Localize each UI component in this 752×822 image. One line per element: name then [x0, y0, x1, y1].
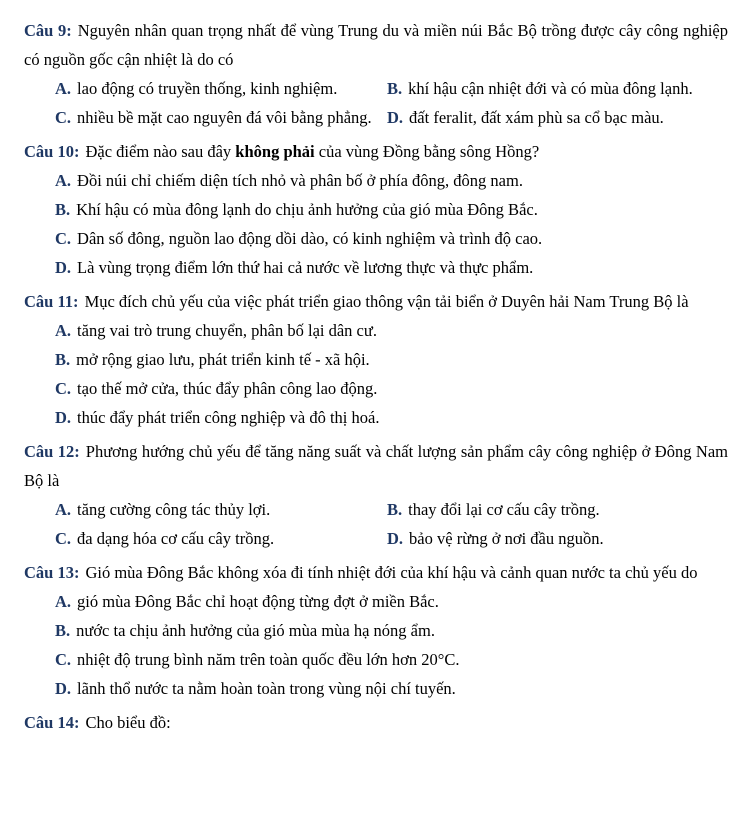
q10-option-d-letter: D. — [55, 258, 72, 277]
q9-option-c — [24, 103, 387, 132]
q9-option-a — [24, 74, 387, 103]
q10-option-d — [24, 253, 728, 282]
q11-option-c — [24, 374, 728, 403]
q12-option-b-letter: B. — [387, 500, 403, 519]
question-14-text: Cho biểu đồ: — [85, 713, 171, 732]
q13-option-b — [24, 616, 728, 645]
q11-option-d-letter: D. — [55, 408, 72, 427]
q13-option-c — [24, 645, 728, 674]
q9-option-d-text: đất feralit, đất xám phù sa cổ bạc màu. — [409, 108, 664, 127]
question-11-stem — [24, 287, 728, 316]
question-10-stem — [24, 137, 728, 166]
q13-option-a-letter: A. — [55, 592, 72, 611]
q11-option-b-letter: B. — [55, 350, 71, 369]
question-9-label: Câu 9: — [24, 21, 72, 40]
q11-option-a-letter: A. — [55, 321, 72, 340]
question-12-text: Phương hướng chủ yếu để tăng năng suất và chất lượng sản phẩm cây công nghiệp ở Đông Nam Bộ là — [24, 442, 728, 490]
option-row — [24, 103, 728, 132]
q10-option-b-letter: B. — [55, 200, 71, 219]
q9-option-a-letter: A. — [55, 79, 72, 98]
question-12-stem — [24, 437, 728, 495]
q10-option-c-letter: C. — [55, 229, 72, 248]
question-10-options — [24, 166, 728, 282]
q13-option-c-letter: C. — [55, 650, 72, 669]
question-14-stem — [24, 708, 728, 737]
q13-option-b-text: nước ta chịu ảnh hưởng của gió mùa mùa hạ nóng ẩm. — [76, 621, 435, 640]
question-12-label: Câu 12: — [24, 442, 80, 461]
q12-option-c-text: đa dạng hóa cơ cấu cây trồng. — [77, 529, 275, 548]
q11-option-c-letter: C. — [55, 379, 72, 398]
q9-option-d-letter: D. — [387, 108, 404, 127]
q12-option-b — [387, 495, 728, 524]
question-14 — [24, 708, 728, 737]
q10-option-b-text: Khí hậu có mùa đông lạnh do chịu ảnh hưởng của gió mùa Đông Bắc. — [76, 200, 538, 219]
question-9-stem — [24, 16, 728, 74]
q13-option-d — [24, 674, 728, 703]
q12-option-c — [24, 524, 387, 553]
question-13-options — [24, 587, 728, 703]
q12-option-a-letter: A. — [55, 500, 72, 519]
question-11 — [24, 287, 728, 432]
q11-option-a — [24, 316, 728, 345]
option-row — [24, 495, 728, 524]
question-13 — [24, 558, 728, 703]
question-12 — [24, 437, 728, 553]
option-row — [24, 524, 728, 553]
q10-option-c-text: Dân số đông, nguồn lao động dồi dào, có kinh nghiệm và trình độ cao. — [77, 229, 543, 248]
question-11-text: Mục đích chủ yếu của việc phát triển giao thông vận tải biển ở Duyên hải Nam Trung Bộ là — [84, 292, 689, 311]
q12-option-d-text: bảo vệ rừng ở nơi đầu nguồn. — [409, 529, 604, 548]
question-10-text: Đặc điểm nào sau đây — [85, 142, 236, 161]
q12-option-d-letter: D. — [387, 529, 404, 548]
q13-option-d-text: lãnh thổ nước ta nằm hoàn toàn trong vùng nội chí tuyến. — [77, 679, 456, 698]
q10-option-c — [24, 224, 728, 253]
q9-option-c-text: nhiều bề mặt cao nguyên đá vôi bằng phẳng. — [77, 108, 372, 127]
question-9 — [24, 16, 728, 132]
question-13-stem — [24, 558, 728, 587]
q11-option-d — [24, 403, 728, 432]
q9-option-b — [387, 74, 728, 103]
question-11-options — [24, 316, 728, 432]
q13-option-a — [24, 587, 728, 616]
q9-option-d — [387, 103, 728, 132]
q13-option-d-letter: D. — [55, 679, 72, 698]
q12-option-a — [24, 495, 387, 524]
q9-option-a-text: lao động có truyền thống, kinh nghiệm. — [77, 79, 338, 98]
q13-option-a-text: gió mùa Đông Bắc chỉ hoạt động từng đợt ở miền Bắc. — [77, 592, 439, 611]
q11-option-d-text: thúc đẩy phát triển công nghiệp và đô thị hoá. — [77, 408, 380, 427]
q9-option-b-letter: B. — [387, 79, 403, 98]
question-11-label: Câu 11: — [24, 292, 79, 311]
q13-option-b-letter: B. — [55, 621, 71, 640]
question-13-label: Câu 13: — [24, 563, 80, 582]
question-9-options — [24, 74, 728, 132]
option-row — [24, 74, 728, 103]
q9-option-b-text: khí hậu cận nhiệt đới và có mùa đông lạnh. — [408, 79, 693, 98]
question-12-options — [24, 495, 728, 553]
question-9-text: Nguyên nhân quan trọng nhất để vùng Trung du và miền núi Bắc Bộ trồng được cây công nghiệp có nguồn gốc cận nhiệt là do có — [24, 21, 728, 69]
q13-option-c-text: nhiệt độ trung bình năm trên toàn quốc đều lớn hơn 20°C. — [77, 650, 460, 669]
q12-option-d — [387, 524, 728, 553]
question-10 — [24, 137, 728, 282]
q10-option-a-letter: A. — [55, 171, 72, 190]
q11-option-c-text: tạo thế mở cửa, thúc đẩy phân công lao động. — [77, 379, 378, 398]
q12-option-c-letter: C. — [55, 529, 72, 548]
q9-option-c-letter: C. — [55, 108, 72, 127]
q10-option-a — [24, 166, 728, 195]
question-10-label: Câu 10: — [24, 142, 80, 161]
q10-option-a-text: Đồi núi chỉ chiếm diện tích nhỏ và phân bố ở phía đông, đông nam. — [77, 171, 523, 190]
q11-option-b-text: mở rộng giao lưu, phát triển kinh tế - xã hội. — [76, 350, 370, 369]
q11-option-b — [24, 345, 728, 374]
question-13-text: Gió mùa Đông Bắc không xóa đi tính nhiệt đới của khí hậu và cảnh quan nước ta chủ yếu do — [85, 563, 698, 582]
q10-option-b — [24, 195, 728, 224]
q12-option-a-text: tăng cường công tác thủy lợi. — [77, 500, 271, 519]
question-10-bold-text: không phải — [235, 142, 315, 161]
q11-option-a-text: tăng vai trò trung chuyển, phân bố lại dân cư. — [77, 321, 377, 340]
question-14-label: Câu 14: — [24, 713, 80, 732]
q10-option-d-text: Là vùng trọng điểm lớn thứ hai cả nước về lương thực và thực phẩm. — [77, 258, 534, 277]
question-10-text-post: của vùng Đồng bằng sông Hồng? — [314, 142, 540, 161]
q12-option-b-text: thay đổi lại cơ cấu cây trồng. — [408, 500, 600, 519]
